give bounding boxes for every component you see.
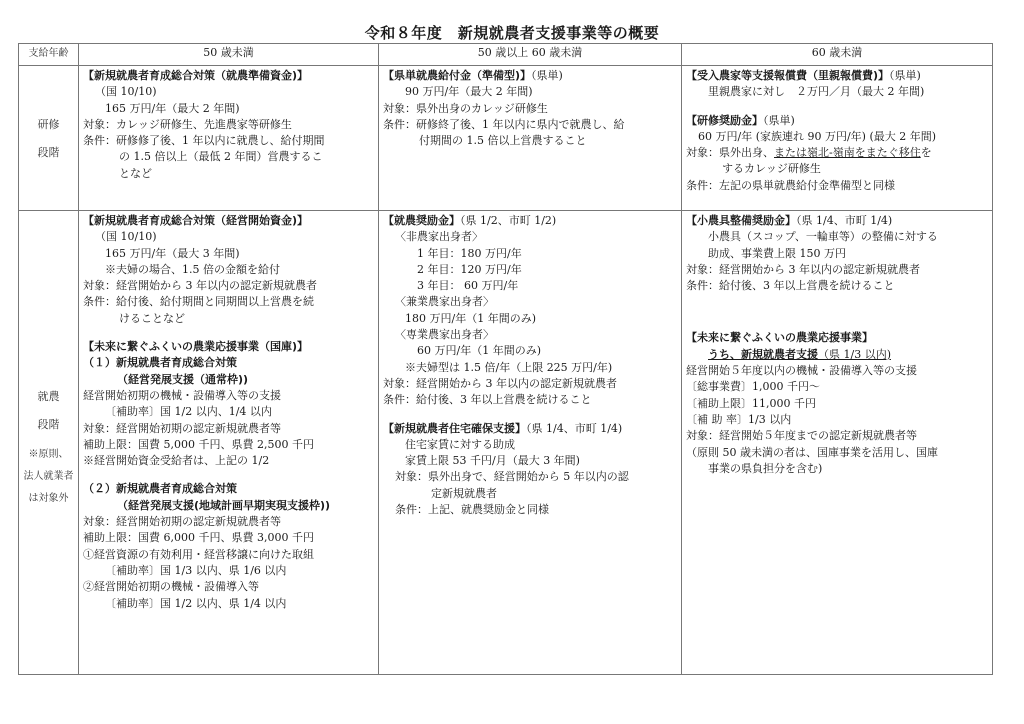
program-heading: 【新規就農者住宅確保支援】	[383, 421, 526, 435]
text-line: 〈兼業農家出身者〉	[395, 295, 494, 309]
training-under-50-cell	[79, 66, 379, 211]
text-line: 〔補助率〕国 1/3 以内、県 1/6 以内	[105, 563, 287, 577]
text-line: ②経営開始初期の機械・設備導入等	[83, 580, 259, 594]
label-text: 段階	[37, 417, 60, 431]
text-line: するカレッジ研修生	[722, 162, 821, 176]
subprogram-heading: うち、新規就農者支援	[708, 347, 818, 361]
text-line: 付期間の 1.5 倍以上営農すること	[419, 134, 587, 148]
text-line: を	[920, 146, 932, 160]
text-line: 60 万円/年（1 年間のみ)	[417, 344, 541, 358]
farming-50-to-60-cell	[379, 211, 682, 675]
header-age-label: 支給年齢	[19, 44, 79, 66]
text-line: 対象：県外出身のカレッジ研修生	[383, 101, 548, 115]
subprogram-heading: （経営発展支援(地域計画早期実現支援枠))	[117, 498, 331, 512]
text-line: 助成、事業費上限 150 万円	[708, 246, 846, 260]
text-line: 対象：経営開始初期の認定新規就農者等	[83, 421, 281, 435]
funding-source: （県単)	[763, 113, 795, 127]
label-text: 就農	[37, 389, 60, 403]
text-line: 1 年目：180 万円/年	[417, 246, 522, 260]
text-line: ※夫婦の場合、1.5 倍の金額を給付	[105, 262, 280, 276]
text-line: 〔補助率〕国 1/2 以内、県 1/4 以内	[105, 596, 287, 610]
program-heading: 【未来に繋ぐふくいの農業応援事業（国庫)】	[83, 340, 309, 354]
training-stage-label	[19, 66, 79, 211]
text-line: 対象：経営開始５年度までの認定新規就農者等	[686, 429, 917, 443]
text-line: 条件：上記、就農奨励金と同様	[395, 503, 549, 517]
farming-under-50-cell	[79, 211, 379, 675]
text-line: 165 万円/年（最大 3 年間)	[105, 246, 240, 260]
text-line: 定新規就農者	[431, 486, 497, 500]
text-line: 〈専業農家出身者〉	[395, 328, 494, 342]
text-line: 補助上限：国費 6,000 千円、県費 3,000 千円	[83, 531, 314, 545]
farming-stage-label	[19, 211, 79, 675]
text-line: 〔補 助 率〕1/3 以内	[686, 412, 792, 426]
funding-source: （県単)	[889, 69, 921, 82]
text-line: 対象：カレッジ研修生、先進農家等研修生	[83, 117, 292, 131]
label-text: 研修	[37, 118, 60, 131]
text-line: 〔総事業費〕1,000 千円～	[686, 380, 820, 394]
program-heading: 【新規就農者育成総合対策（経営開始資金)】	[83, 214, 309, 227]
text-line: 〔補助率〕国 1/2 以内、1/4 以内	[105, 405, 272, 419]
note-text: ※原則、	[28, 448, 69, 460]
text-line: 対象：経営開始から 3 年以内の認定新規就農者	[383, 376, 617, 390]
text-line: 3 年目： 60 万円/年	[417, 279, 519, 293]
text-line: 対象：経営開始初期の認定新規就農者等	[83, 515, 281, 529]
text-line: 経営開始初期の機械・設備導入等の支援	[83, 388, 281, 402]
text-line: 経営開始５年度以内の機械・設備導入等の支援	[686, 364, 917, 378]
header-under-60: 60 歳未満	[682, 44, 993, 66]
program-heading: 【研修奨励金】	[686, 113, 763, 127]
text-line: 〈非農家出身者〉	[395, 230, 483, 244]
header-under-50: 50 歳未満	[79, 44, 379, 66]
text-line: 条件：左記の県単就農給付金準備型と同様	[686, 178, 895, 192]
note-text: 法人就業者	[23, 470, 74, 482]
text-line: 条件：給付後、給付期間と同期間以上営農を続	[83, 295, 314, 309]
text-line: （国 10/10)	[95, 85, 157, 99]
subprogram-heading: （経営発展支援（通常枠))	[117, 372, 249, 386]
text-line: 小農具（スコップ、一輪車等）の整備に対する	[708, 230, 938, 244]
training-stage-row	[19, 66, 993, 211]
funding-source: （県 1/4、市町 1/4)	[526, 421, 623, 435]
note-text: は対象外	[28, 492, 69, 504]
text-line: 家賃上限 53 千円/月（最大 3 年間)	[405, 454, 580, 468]
text-line: 対象：県外出身、	[686, 146, 774, 160]
program-heading: 【未来に繋ぐふくいの農業応援事業】	[686, 331, 873, 345]
text-line: 条件：研修修了後、1 年以内に就農し、給付期間	[83, 134, 325, 148]
text-line: 条件：研修終了後、1 年以内に県内で就農し、給	[383, 117, 625, 131]
support-overview-table	[18, 43, 993, 675]
program-heading: 【就農奨励金】	[383, 214, 460, 227]
text-line: 里親農家に対し ２万円／月（最大 2 年間)	[708, 85, 925, 99]
text-line: 条件：給付後、3 年以上営農を続けること	[686, 279, 895, 293]
funding-source: （県 1/2、市町 1/2)	[460, 214, 557, 227]
funding-source: （県単)	[531, 69, 563, 82]
program-heading: 【小農具整備奨励金】	[686, 214, 796, 227]
text-line: けることなど	[119, 311, 185, 325]
text-line: （原則 50 歳未満の者は、国庫事業を活用し、国庫	[686, 445, 938, 459]
underlined-text: または嶺北-嶺南をまたぐ移住	[774, 146, 921, 160]
text-line: 補助上限：国費 5,000 千円、県費 2,500 千円	[83, 437, 314, 451]
text-line: 60 万円/年 (家族連れ 90 万円/年) (最大 2 年間)	[698, 129, 937, 143]
page-title: 令和８年度 新規就農者支援事業等の概要	[364, 24, 660, 42]
text-line: 条件：給付後、3 年以上営農を続けること	[383, 393, 592, 407]
text-line: 住宅家賃に対する助成	[405, 437, 515, 451]
program-heading: 【新規就農者育成総合対策（就農準備資金)】	[83, 69, 309, 82]
text-line: 対象：県外出身で、経営開始から 5 年以内の認	[395, 470, 629, 484]
funding-source: （県 1/3 以内)	[818, 347, 891, 361]
text-line: 180 万円/年（1 年間のみ)	[405, 311, 536, 325]
program-heading: 【受入農家等支援報償費（里親報償費)】	[686, 69, 890, 82]
program-heading: 【県単就農給付金（準備型)】	[383, 69, 532, 82]
subprogram-heading: （２）新規就農者育成総合対策	[83, 482, 237, 496]
training-under-60-cell	[682, 66, 993, 211]
text-line: 2 年目：120 万円/年	[417, 262, 522, 276]
training-50-to-60-cell	[379, 66, 682, 211]
farming-under-60-cell	[682, 211, 993, 675]
label-text: 段階	[37, 146, 60, 159]
text-line: 〔補助上限〕11,000 千円	[686, 396, 816, 410]
header-row	[19, 44, 993, 66]
text-line: 90 万円/年（最大 2 年間)	[405, 85, 533, 99]
text-line: ※経営開始資金受給者は、上記の 1/2	[83, 454, 270, 468]
funding-source: （県 1/4、市町 1/4)	[796, 214, 893, 227]
text-line: （国 10/10)	[95, 230, 157, 244]
text-line: 事業の県負担分を含む)	[708, 461, 823, 475]
header-50-to-60: 50 歳以上 60 歳未満	[379, 44, 682, 66]
text-line: 165 万円/年（最大 2 年間)	[105, 101, 240, 115]
text-line: 対象：経営開始から 3 年以内の認定新規就農者	[686, 262, 920, 276]
text-line: となど	[119, 166, 152, 180]
text-line: ※夫婦型は 1.5 倍/年（上限 225 万円/年)	[405, 360, 613, 374]
text-line: 対象：経営開始から 3 年以内の認定新規就農者	[83, 279, 317, 293]
subprogram-heading: （１）新規就農者育成総合対策	[83, 356, 237, 370]
text-line: ①経営資源の有効利用・経営移譲に向けた取組	[83, 547, 314, 561]
text-line: の 1.5 倍以上（最低 2 年間）営農するこ	[119, 150, 323, 164]
farming-stage-row	[19, 211, 993, 675]
